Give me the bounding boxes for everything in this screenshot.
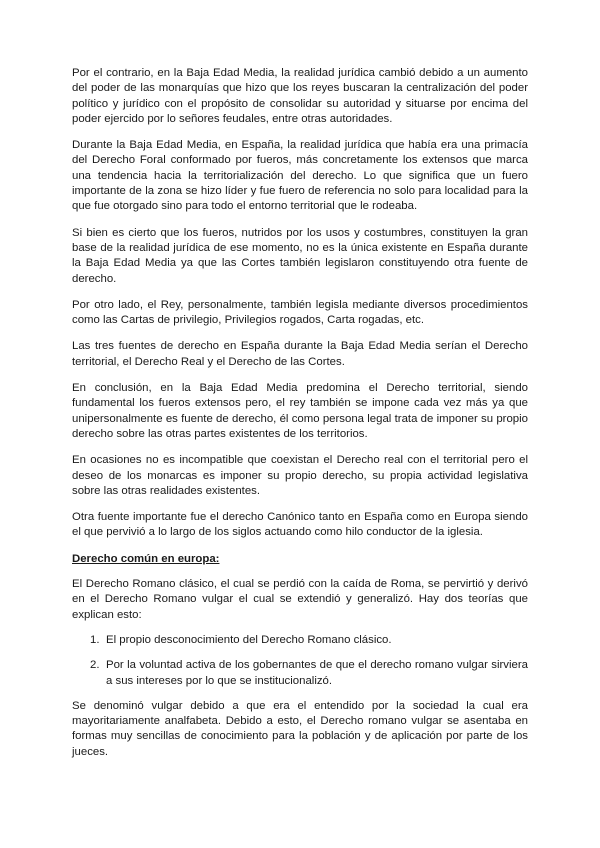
paragraph: En ocasiones no es incompatible que coexistan el Derecho real con el territorial pero el deseo de los monarcas es imponer su propio derecho, su propia actividad legislativa sobre las otras realidades existentes. <box>72 454 528 497</box>
list-text: Por la voluntad activa de los gobernantes de que el derecho romano vulgar sirviera a sus intereses por lo que se institucionalizó. <box>106 659 528 687</box>
paragraph: Otra fuente importante fue el derecho Canónico tanto en España como en Europa siendo el que pervivió a lo largo de los siglos actuando como hilo conductor de la iglesia. <box>72 511 528 539</box>
paragraph: En conclusión, en la Baja Edad Media predomina el Derecho territorial, siendo fundamental los fueros extensos pero, el rey también se impone cada vez más ya que unipersonalmente es fuente de derecho, él como persona legal trata de imponer su propio derecho sobre las otras partes existentes de los territorios. <box>72 382 528 440</box>
list-text: El propio desconocimiento del Derecho Romano clásico. <box>106 633 392 646</box>
closing-paragraph: Se denominó vulgar debido a que era el entendido por la sociedad la cual era mayoritariamente analfabeta. Debido a esto, el Derecho romano vulgar se asentaba en formas muy sencillas de conocimiento para la población y de aplicación por parte de los jueces. <box>72 699 528 758</box>
paragraph: Durante la Baja Edad Media, en España, la realidad jurídica que había era una primacía del Derecho Foral conformado por fueros, más concretamente los extensos que marca una tendencia hacia la territorialización del derecho. Lo que significa que un fuero importante de la zona se hizo líder y fue fuero de referencia no solo para localidad para la que fue otorgado sino para todo el entorno territorial que le rodeaba. <box>72 139 528 213</box>
list-number: 1. <box>90 633 100 646</box>
section-heading: Derecho común en europa: <box>72 552 220 565</box>
paragraph: Si bien es cierto que los fueros, nutridos por los usos y costumbres, constituyen la gran base de la realidad jurídica de ese momento, no es la única existente en España durante la Baja Edad Media ya que las Cortes también legislaron constituyendo otra fuente de derecho. <box>72 226 528 285</box>
list-item <box>72 658 528 689</box>
document-page <box>72 66 528 771</box>
theory-list <box>72 633 528 689</box>
paragraph: Por el contrario, en la Baja Edad Media, la realidad jurídica cambió debido a un aumento del poder de las monarquías que hizo que los reyes buscaran la centralización del poder político y jurídico con el propósito de consolidar su autoridad y situarse por encima del poder ejercido por lo señores feudales, entre otras autoridades. <box>72 67 528 125</box>
paragraph: Por otro lado, el Rey, personalmente, también legisla mediante diversos procedimientos como las Cartas de privilegio, Privilegios rogados, Carta rogadas, etc. <box>72 298 528 327</box>
section-intro: El Derecho Romano clásico, el cual se perdió con la caída de Roma, se pervirtió y derivó en el Derecho Romano vulgar el cual se extendió y generalizó. Hay dos teorías que explican esto: <box>72 578 528 621</box>
paragraph: Las tres fuentes de derecho en España durante la Baja Edad Media serían el Derecho territorial, el Derecho Real y el Derecho de las Cortes. <box>72 340 528 368</box>
list-number: 2. <box>90 659 100 672</box>
list-item <box>72 633 528 648</box>
